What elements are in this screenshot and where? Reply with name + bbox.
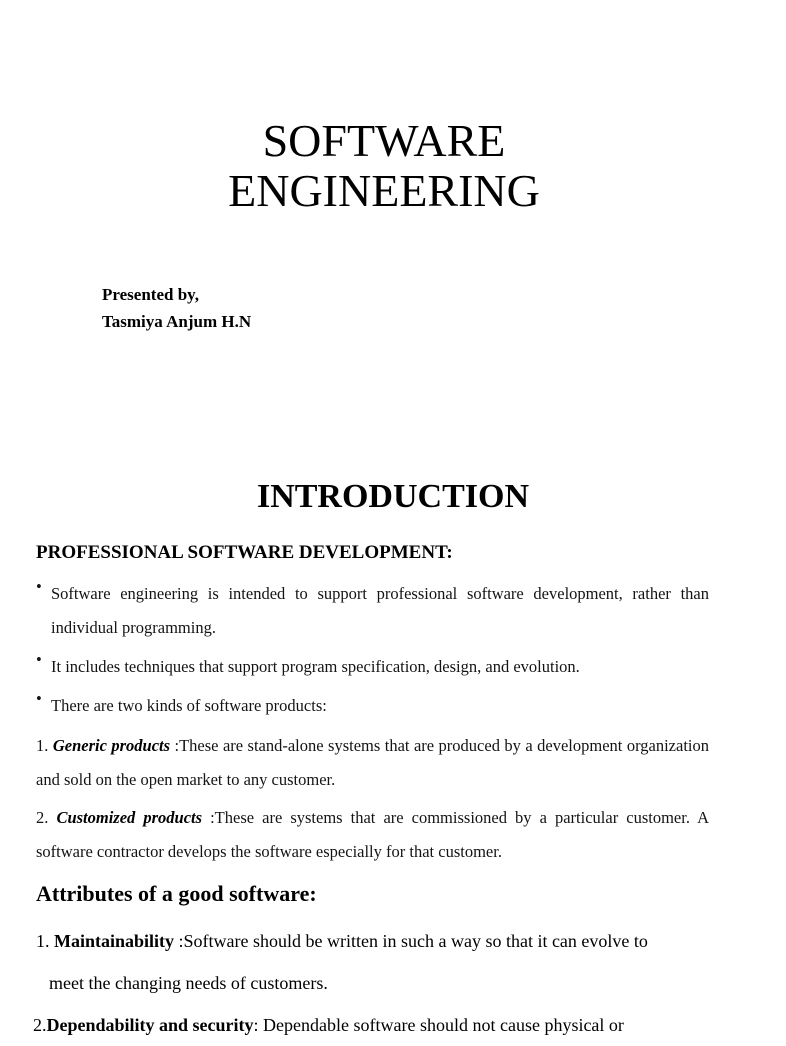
- attribute-continuation: meet the changing needs of customers.: [49, 973, 328, 993]
- bullet-item: [36, 577, 709, 645]
- attribute-number: 1.: [36, 931, 50, 951]
- product-term: Customized products: [56, 808, 203, 827]
- bullet-dot: •: [36, 689, 42, 708]
- product-item-generic: [36, 729, 709, 797]
- bullet-text: Software engineering is intended to support professional software development, rather than individual programming.: [51, 584, 709, 637]
- title-line-2: ENGINEERING: [228, 165, 540, 216]
- attribute-description: :Software should be written in such a way so that it can evolve to: [174, 931, 648, 951]
- product-description: :These are systems that are commissioned by a particular customer. A software contractor develops the software especially for that customer.: [36, 808, 710, 861]
- bullet-dot: •: [36, 577, 42, 596]
- product-number: 1.: [36, 736, 49, 755]
- attribute-number: 2.: [33, 1015, 47, 1035]
- introduction-heading: INTRODUCTION: [256, 478, 530, 515]
- attribute-description: : Dependable software should not cause physical or: [253, 1015, 624, 1035]
- attribute-term: Dependability and security: [46, 1015, 254, 1035]
- bullet-text: It includes techniques that support program specification, design, and evolution.: [51, 657, 580, 676]
- slide-title: [0, 116, 768, 216]
- attributes-heading: Attributes of a good software:: [36, 881, 317, 906]
- section-heading: PROFESSIONAL SOFTWARE DEVELOPMENT:: [36, 542, 453, 563]
- product-number: 2.: [36, 808, 49, 827]
- product-item-customized: [36, 801, 709, 869]
- bullet-item: [36, 650, 709, 684]
- bullet-dot: •: [36, 650, 42, 669]
- product-description: :These are stand-alone systems that are produced by a development organization and sold on the open market to any customer.: [36, 736, 709, 789]
- presented-by-label: Presented by,: [102, 285, 199, 304]
- attribute-item-maintainability: [36, 920, 716, 1004]
- title-line-1: SOFTWARE: [262, 115, 506, 166]
- bullet-text: There are two kinds of software products:: [51, 696, 327, 715]
- attribute-term: Maintainability: [54, 931, 175, 951]
- presenter-name: Tasmiya Anjum H.N: [102, 312, 252, 331]
- product-term: Generic products: [52, 736, 171, 755]
- bullet-item: [36, 689, 709, 723]
- attribute-item-dependability: [33, 1004, 713, 1046]
